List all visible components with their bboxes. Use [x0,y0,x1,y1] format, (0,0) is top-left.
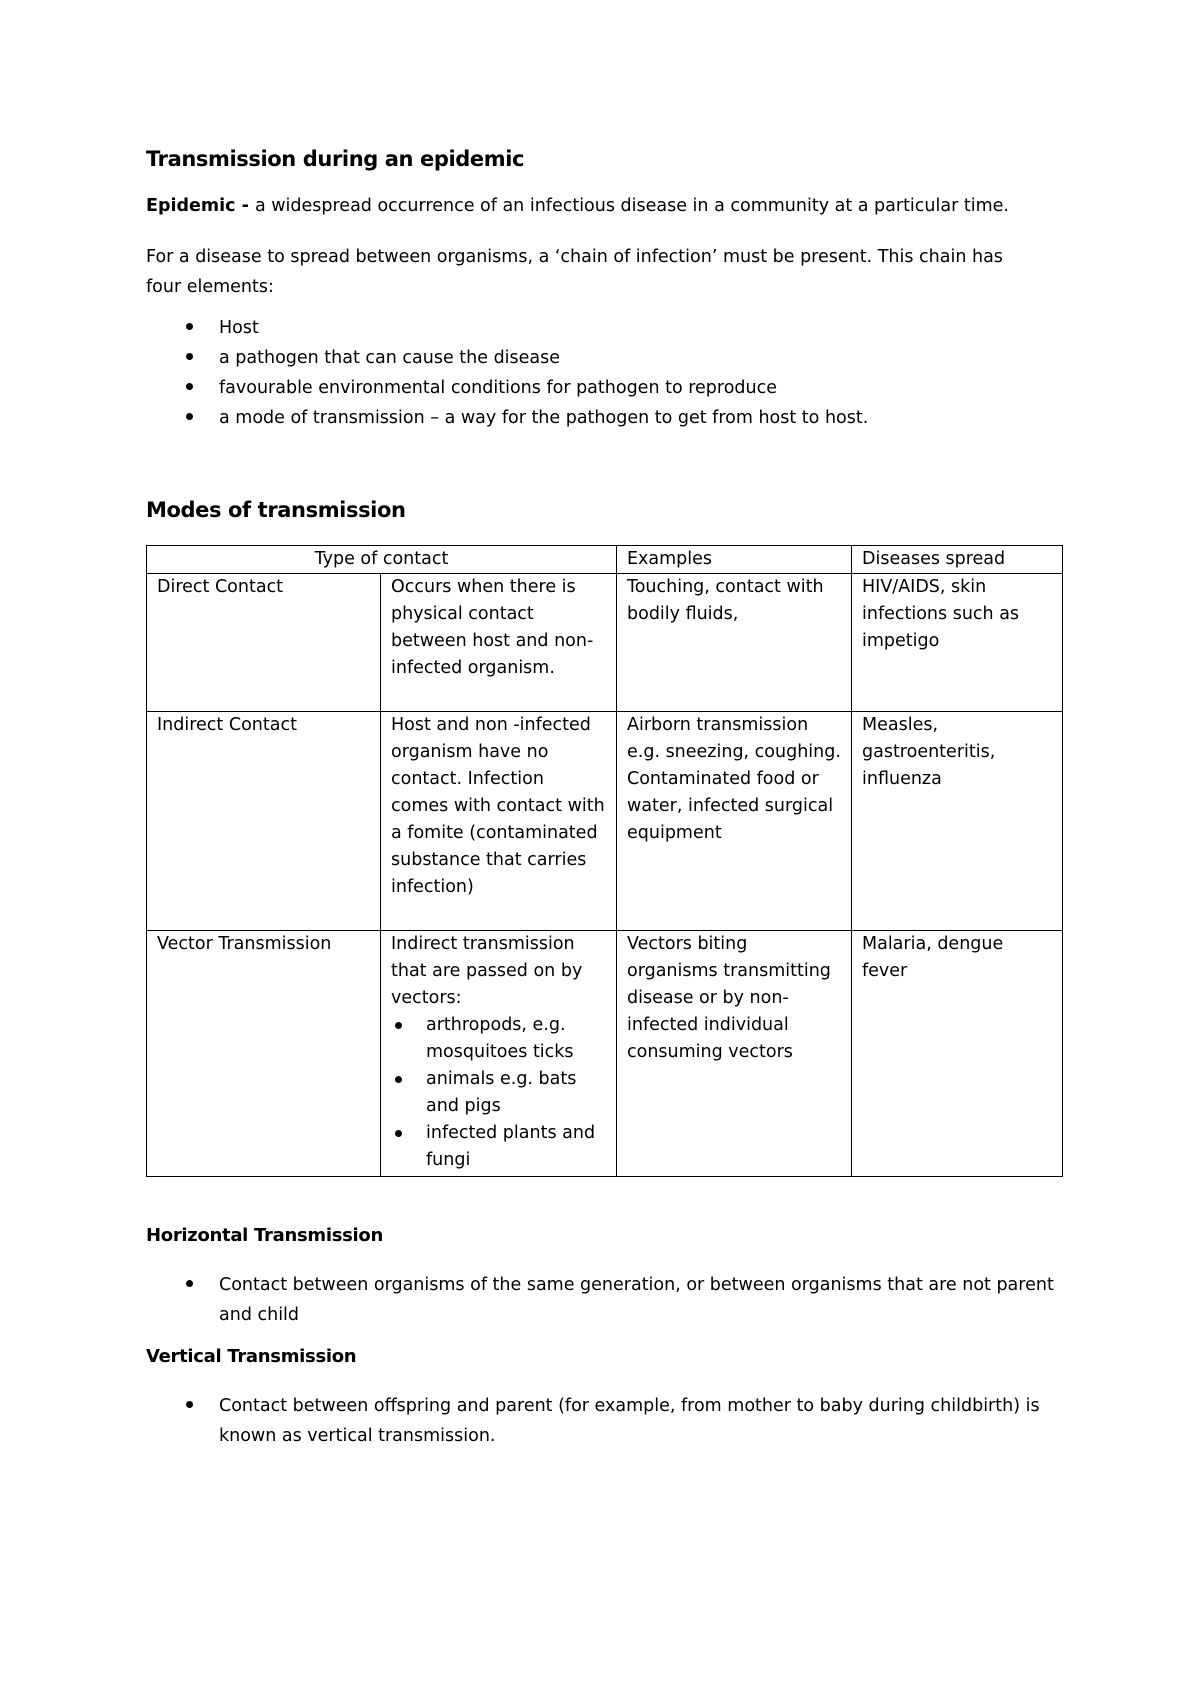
epidemic-definition [146,196,1009,216]
cell-type: Direct Contact [147,574,381,712]
table-row [147,574,1063,712]
table-row [147,931,1063,1177]
epidemic-term: Epidemic - [146,196,255,216]
vertical-heading: Vertical Transmission [146,1346,357,1367]
cell-description-text: Indirect transmission that are passed on by vectors: [391,934,583,1008]
vertical-list [146,1391,1062,1451]
table-header-row [147,546,1063,574]
horizontal-list [146,1270,1062,1330]
header-diseases-spread: Diseases spread [852,546,1063,574]
vector-list [391,1012,606,1174]
list-item: animals e.g. bats and pigs [391,1066,606,1120]
cell-diseases: Malaria, dengue fever [852,931,1063,1177]
page-title: Transmission during an epidemic [146,147,525,171]
cell-type: Vector Transmission [147,931,381,1177]
cell-description: Host and non -infected organism have no contact. Infection comes with contact with a fomite (contaminated substance that carries infection) [381,712,617,931]
list-item: infected plants and fungi [391,1120,606,1174]
list-item: Host [146,313,868,343]
table-row [147,712,1063,931]
epidemic-definition-text: a widespread occurrence of an infectious disease in a community at a particular time. [254,196,1009,216]
modes-table [146,545,1063,1177]
horizontal-heading: Horizontal Transmission [146,1225,383,1246]
cell-type: Indirect Contact [147,712,381,931]
header-type-of-contact: Type of contact [147,546,617,574]
list-item: favourable environmental conditions for pathogen to reproduce [146,373,868,403]
cell-examples: Airborn transmission e.g. sneezing, coughing. Contaminated food or water, infected surgical equipment [617,712,852,931]
cell-description: Occurs when there is physical contact between host and non-infected organism. [381,574,617,712]
chain-elements-list [146,313,868,433]
list-item: Contact between organisms of the same generation, or between organisms that are not parent and child [146,1270,1062,1330]
modes-heading: Modes of transmission [146,498,406,522]
cell-examples: Touching, contact with bodily fluids, [617,574,852,712]
header-examples: Examples [617,546,852,574]
list-item: arthropods, e.g. mosquitoes ticks [391,1012,606,1066]
cell-diseases: HIV/AIDS, skin infections such as impetigo [852,574,1063,712]
list-item: Contact between offspring and parent (for example, from mother to baby during childbirth) is known as vertical transmission. [146,1391,1062,1451]
cell-description [381,931,617,1177]
cell-diseases: Measles, gastroenteritis, influenza [852,712,1063,931]
chain-paragraph: For a disease to spread between organisms, a ‘chain of infection’ must be present. This chain has four elements: [146,247,1003,297]
list-item: a pathogen that can cause the disease [146,343,868,373]
cell-examples: Vectors biting organisms transmitting disease or by non-infected individual consuming vectors [617,931,852,1177]
list-item: a mode of transmission – a way for the pathogen to get from host to host. [146,403,868,433]
